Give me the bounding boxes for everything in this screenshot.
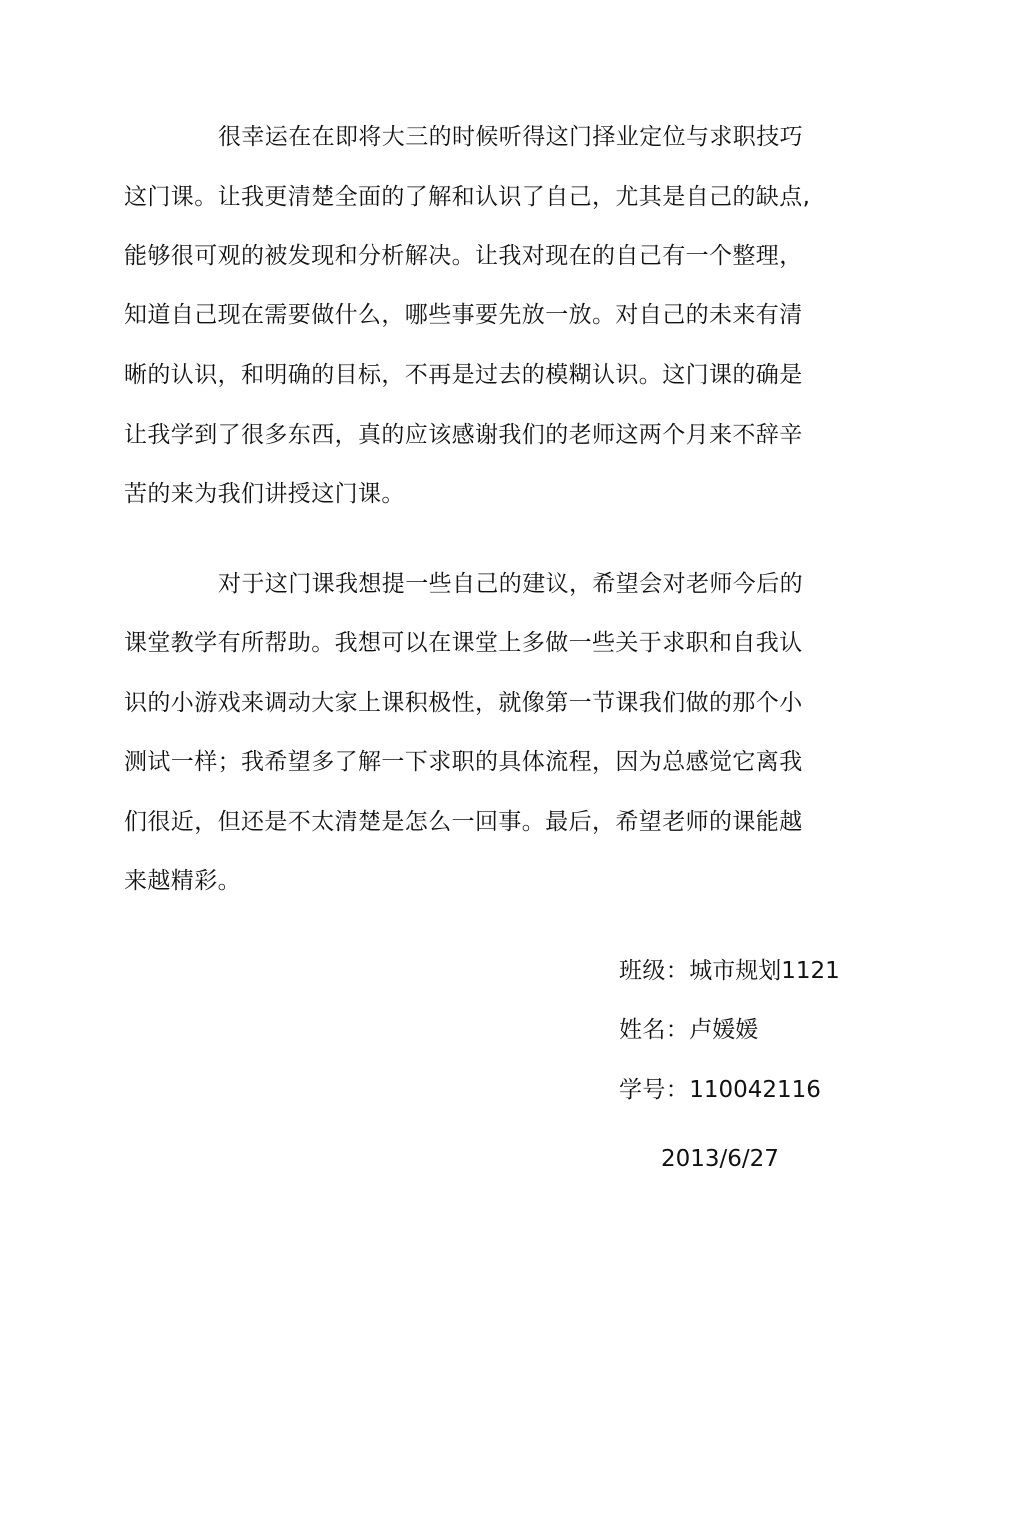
- class-value: 城市规划1121: [689, 958, 840, 984]
- paragraph-line: 这门课。让我更清楚全面的了解和认识了自己，尤其是自己的缺点,: [124, 184, 811, 210]
- paragraph-line: 晰的认识，和明确的目标，不再是过去的模糊认识。这门课的确是: [124, 362, 803, 388]
- name-row: [619, 1015, 758, 1045]
- class-row: [619, 956, 840, 986]
- paragraph-line: 们很近，但还是不太清楚是怎么一回事。最后，希望老师的课能越: [124, 809, 803, 835]
- paragraph-line: 识的小游戏来调动大家上课积极性，就像第一节课我们做的那个小: [124, 690, 803, 716]
- paragraph-line: 让我学到了很多东西，真的应该感谢我们的老师这两个月来不辞辛: [124, 422, 803, 448]
- paragraph-line: 苦的来为我们讲授这门课。: [124, 481, 405, 507]
- paragraph-line: 来越精彩。: [124, 868, 241, 894]
- student-id-row: [619, 1075, 821, 1105]
- name-label: 姓名：: [619, 1017, 690, 1043]
- date: 2013/6/27: [661, 1146, 779, 1172]
- paragraph-line: 很幸运在在即将大三的时候听得这门择业定位与求职技巧: [218, 124, 803, 150]
- paragraph-line: 对于这门课我想提一些自己的建议，希望会对老师今后的: [218, 571, 803, 597]
- student-id-value: 110042116: [689, 1077, 821, 1103]
- paragraph-line: 课堂教学有所帮助。我想可以在课堂上多做一些关于求职和自我认: [124, 630, 803, 656]
- class-label: 班级：: [619, 958, 690, 984]
- name-value: 卢媛媛: [689, 1017, 759, 1043]
- student-id-label: 学号：: [619, 1077, 690, 1103]
- paragraph-line: 能够很可观的被发现和分析解决。让我对现在的自己有一个整理，: [124, 243, 803, 269]
- paragraph-line: 测试一样；我希望多了解一下求职的具体流程，因为总感觉它离我: [124, 749, 803, 775]
- paragraph-line: 知道自己现在需要做什么，哪些事要先放一放。对自己的未来有清: [124, 302, 803, 328]
